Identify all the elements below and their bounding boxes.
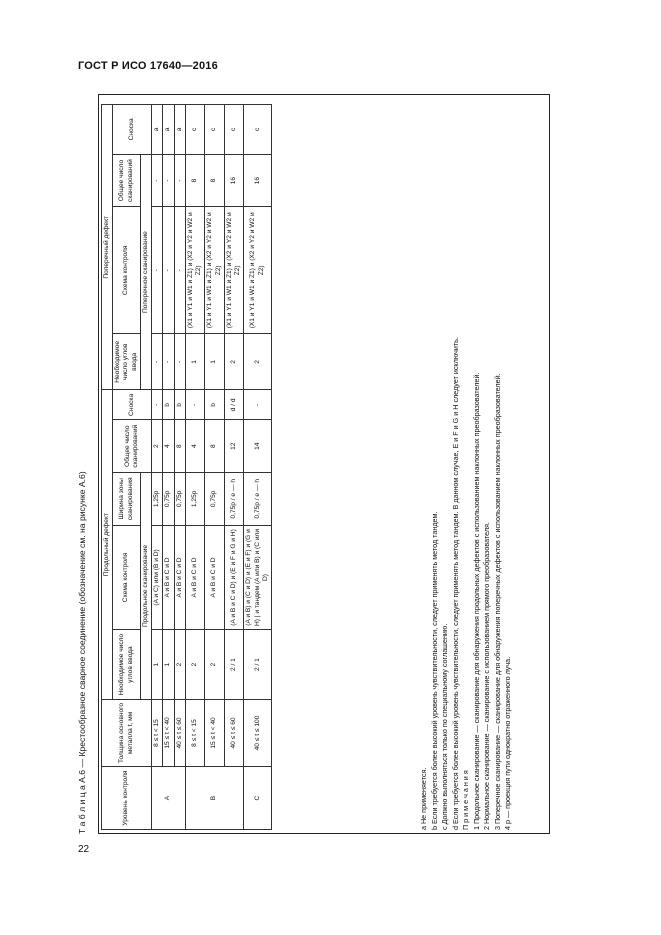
cell-thickness: 8 ≤ t < 15 [152, 699, 163, 766]
table-row [152, 105, 163, 830]
cell-scheme: (A и B и C и D) и (E и F и G и H) [224, 525, 243, 630]
cell-footnote: b [205, 390, 224, 420]
document-header: ГОСТ Р ИСО 17640—2016 [78, 60, 218, 72]
col-footnote: Сноска [113, 390, 152, 420]
long-scan-label: Продольное сканирование [140, 473, 151, 700]
cell-footnote: - [152, 390, 163, 420]
cell-scheme: A и B и C и D [205, 525, 224, 630]
cell-scheme-tr: - [152, 207, 163, 334]
cell-footnote-tr: c [205, 105, 224, 155]
cell-footnote-tr: c [224, 105, 243, 155]
cell-total-tr: - [163, 154, 174, 207]
cell-footnote-tr: a [163, 105, 174, 155]
cell-width: 0,75p / e — h [244, 473, 272, 526]
cell-width: 0,75p [174, 473, 185, 526]
col-scheme: Схема контроля [113, 525, 141, 630]
col-total-tr: Общее число сканирований [113, 154, 141, 207]
col-scheme-tr: Схема контроля [113, 207, 141, 334]
cell-angles-tr: 1 [205, 334, 224, 390]
cell-total: 8 [205, 420, 224, 473]
cell-total: 4 [163, 420, 174, 473]
table-row [244, 105, 272, 830]
cell-angles: 2 [185, 630, 204, 699]
col-angles: Необходимое число углов ввода [113, 630, 141, 699]
cell-footnote: - [185, 390, 204, 420]
cell-width: 0,75p [163, 473, 174, 526]
cell-total-tr: - [152, 154, 163, 207]
cell-width: 1,25p [152, 473, 163, 526]
cell-angles: 2 / 1 [244, 630, 272, 699]
group-transverse: Поперечный дефект [102, 105, 113, 390]
cell-total-tr: 16 [224, 154, 243, 207]
cell-total-tr: 16 [244, 154, 272, 207]
cell-total-tr: 8 [185, 154, 204, 207]
col-total: Общее число сканирований [113, 420, 152, 473]
cell-thickness: 40 ≤ t ≤ 60 [174, 699, 185, 766]
cell-scheme-tr: - [174, 207, 185, 334]
col-width: Ширина зоны сканирования [113, 473, 141, 526]
table-row [205, 105, 224, 830]
table-row [163, 105, 174, 830]
table-row [174, 105, 185, 830]
cell-scheme-tr: (X1 и Y1 и W1 и Z1) и (X2 и Y2 и W2 и Z2) [224, 207, 243, 334]
col-angles-tr: Необходимое число углов ввода [113, 334, 141, 390]
footnote-a: a Не применяется. [419, 767, 428, 830]
footnote-d: d Если требуется более высокий уровень чувствительности, следует применять метод тандем. В данном случае, E и F и G и H следует исключить. [450, 337, 460, 830]
cell-total: 4 [185, 420, 204, 473]
cell-footnote: d / d [224, 390, 243, 420]
cell-angles: 1 [152, 630, 163, 699]
cell-thickness: 40 ≤ t ≤ 60 [224, 699, 243, 766]
note-2: 2 Нормальное сканирование — сканирование с использованием прямого преобразователя. [482, 522, 491, 830]
cell-scheme-tr: (X1 и Y1 и W1 и Z1) и (X2 и Y2 и W2 и Z2) [205, 207, 224, 334]
cell-angles-tr: 2 [224, 334, 243, 390]
cell-scheme: A и B и C и D [163, 525, 174, 630]
cell-total-tr: 8 [205, 154, 224, 207]
cell-footnote-tr: c [185, 105, 204, 155]
note-3: 3 Поперечное сканирование — сканирование для обнаружения поперечных дефектов с использованием наклонных преобразователей. [492, 373, 502, 830]
cell-scheme-tr: (X1 и Y1 и W1 и Z1) и (X2 и Y2 и W2 и Z2) [185, 207, 204, 334]
cell-footnote-tr: a [152, 105, 163, 155]
col-footnote-tr: Сноска [113, 105, 152, 155]
notes-heading: П р и м е ч а н и я [461, 770, 470, 830]
cell-scheme: A и B и C и D [185, 525, 204, 630]
cell-angles-tr: - [174, 334, 185, 390]
col-level: Уровень контроля [102, 767, 152, 830]
cell-angles-tr: - [163, 334, 174, 390]
rotated-content [77, 94, 549, 834]
cell-width: 0,75p [205, 473, 224, 526]
cell-total: 14 [244, 420, 272, 473]
cell-thickness: 15 ≤ t < 40 [205, 699, 224, 766]
cell-footnote: b [163, 390, 174, 420]
cell-total: 2 [152, 420, 163, 473]
cell-scheme: (A и B) и (C и D) и (E и F) и (G и H) | и тандем (A или B) и (C или D) [244, 525, 272, 630]
cell-footnote-tr: c [244, 105, 272, 155]
cell-angles: 2 [205, 630, 224, 699]
footnote-b: b Если требуется более высокий уровень чувствительности, следует применять метод тандем. [429, 511, 439, 830]
table-caption: Т а б л и ц а А.6 — Крестообразное сварное соединение (обозначение см. на рисунке А.6) [77, 471, 87, 834]
cell-angles-tr: - [152, 334, 163, 390]
cell-scheme: (A и C) или (B и D) [152, 525, 163, 630]
footnote-c: c Должно выполняться только по специальному соглашению. [440, 623, 449, 830]
cell-angles: 1 [163, 630, 174, 699]
cell-footnote: - [244, 390, 272, 420]
note-4: 4 p — проекция пути однократно отраженного луча. [503, 656, 512, 830]
cell-scheme: A и B и C и D [174, 525, 185, 630]
cell-scheme-tr: (X1 и Y1 и W1 и Z1) и (X2 и Y2 и W2 и Z2) [244, 207, 272, 334]
table-row [224, 105, 243, 830]
cell-footnote-tr: a [174, 105, 185, 155]
cell-thickness: 40 ≤ t ≤ 100 [244, 699, 272, 766]
cell-scheme-tr: - [163, 207, 174, 334]
cross-scan-label: Поперечное сканирование [140, 154, 151, 390]
cell-level: A [152, 767, 186, 830]
cell-width: 0,75p / e — h [224, 473, 243, 526]
cell-level: C [244, 767, 272, 830]
cell-width: 1,25p [185, 473, 204, 526]
scan-table [101, 104, 272, 830]
col-thickness: Толщина основного металла t, мм [102, 699, 152, 766]
table-notes [419, 104, 514, 830]
cell-angles: 2 [174, 630, 185, 699]
cell-angles: 2 / 1 [224, 630, 243, 699]
cell-thickness: 8 ≤ t < 15 [185, 699, 204, 766]
cell-total: 12 [224, 420, 243, 473]
cell-footnote: b [174, 390, 185, 420]
table-row [185, 105, 204, 830]
cell-total: 8 [174, 420, 185, 473]
cell-thickness: 15 ≤ t < 40 [163, 699, 174, 766]
note-1: 1 Продольное сканирование — сканирование для обнаружения продольных дефектов с использованием наклонных преобразователей. [471, 372, 481, 830]
cell-angles-tr: 1 [185, 334, 204, 390]
cell-angles-tr: 2 [244, 334, 272, 390]
page-number: 22 [78, 844, 90, 855]
cell-level: B [185, 767, 243, 830]
group-longitudinal: Продольный дефект [102, 390, 113, 699]
cell-total-tr: - [174, 154, 185, 207]
